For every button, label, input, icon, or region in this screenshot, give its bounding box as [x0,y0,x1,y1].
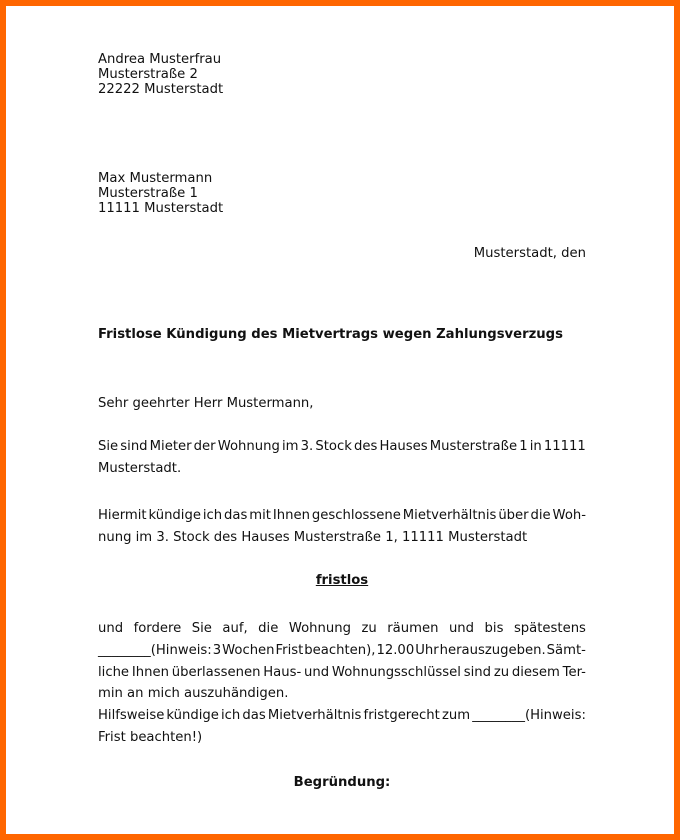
paragraph-3 [98,618,586,749]
paragraph-1-line-1: Sie sind Mieter der Wohnung im 3. Stock des Hauses Musterstraße 1 in 11111 [98,439,586,454]
paragraph-3-line-4: min an mich auszuhändigen. [98,686,289,702]
recipient-name: Max Mustermann [98,171,213,186]
paragraph-2-line-1: Hiermit kündige ich das mit Ihnen geschlossene Mietverhältnis über die Woh- [98,508,586,523]
date-line: Musterstadt, den [473,246,586,261]
paragraph-3-line-3: liche Ihnen überlassenen Haus- und Wohnungsschlüssel sind zu diesem Ter- [98,664,586,680]
reason-heading: Begründung: [293,775,391,790]
paragraph-1 [98,436,586,480]
paragraph-3-line-6: Frist beachten!) [98,729,203,745]
paragraph-3-line-1: und fordere Sie auf, die Wohnung zu räumen und bis spätestens [98,621,586,636]
salutation: Sehr geehrter Herr Mustermann, [98,396,314,411]
sender-city: 22222 Musterstadt [98,82,224,97]
paragraph-2 [98,505,586,549]
paragraph-1-line-2: Musterstadt. [98,460,182,476]
sender-address [98,52,586,97]
sender-street: Musterstraße 2 [98,67,198,82]
recipient-address [98,171,586,216]
paragraph-3-line-2: ________(Hinweis: 3 Wochen Frist beachten), 12.00 Uhr herauszugeben. Sämt- [98,642,586,658]
paragraph-2-line-2: nung im 3. Stock des Hauses Musterstraße 1, 11111 Musterstadt [98,529,528,545]
letter-page [6,6,674,834]
subject-line: Fristlose Kündigung des Mietvertrags wegen Zahlungsverzugs [98,327,563,342]
emphasis-fristlos: fristlos [315,573,369,588]
paragraph-3-line-5: Hilfsweise kündige ich das Mietverhältnis fristgerecht zum ________(Hinweis: [98,708,586,724]
sender-name: Andrea Musterfrau [98,52,222,67]
recipient-city: 11111 Musterstadt [98,201,224,216]
recipient-street: Musterstraße 1 [98,186,198,201]
